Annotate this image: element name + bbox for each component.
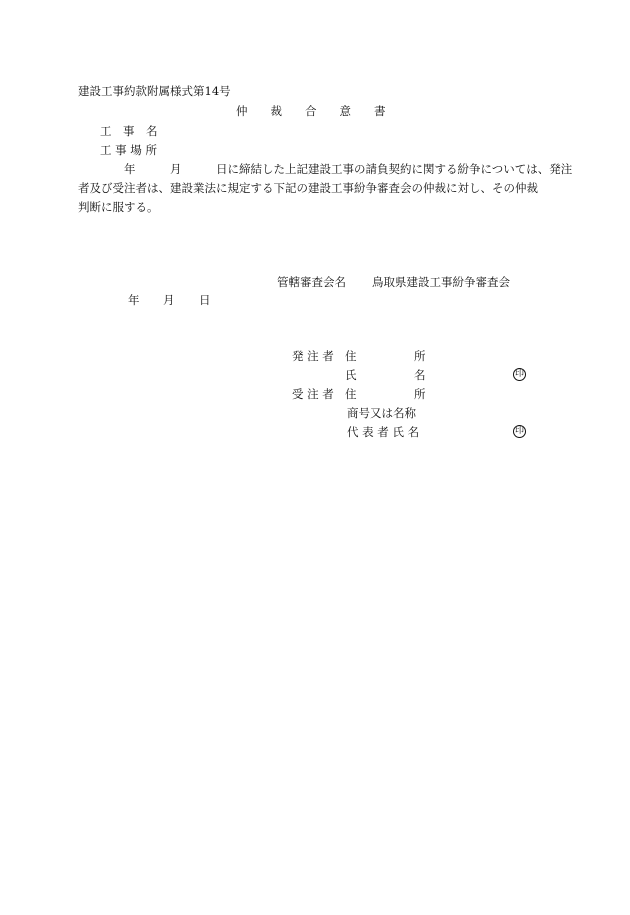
orderer-address-label: 住 所: [345, 349, 426, 363]
agreement-line: 年 月 日に締結した上記建設工事の請負契約に関する紛争については、発注: [78, 162, 573, 176]
project-name-label: 工 事 名: [100, 124, 158, 138]
contractor-address-label: 住 所: [345, 387, 426, 401]
orderer-name-label: 氏 名: [345, 368, 426, 382]
orderer-seal-icon: 印: [514, 369, 524, 379]
contractor-trade-name-label: 商号又は名称: [347, 406, 416, 420]
orderer-role-label: 発 注 者: [292, 349, 334, 363]
project-site-label: 工 事 場 所: [100, 143, 157, 157]
date-month-label: 月: [163, 293, 175, 307]
agreement-line: 者及び受注者は、建設業法に規定する下記の建設工事紛争審査会の仲裁に対し、その仲裁: [78, 181, 538, 195]
contractor-seal-icon: 印: [514, 426, 524, 436]
date-day-label: 日: [199, 293, 211, 307]
contractor-role-label: 受 注 者: [292, 387, 334, 401]
agreement-line: 判断に服する。: [78, 200, 159, 214]
contractor-representative-label: 代 表 者 氏 名: [347, 425, 420, 439]
tribunal-value: 鳥取県建設工事紛争審査会: [372, 275, 510, 289]
tribunal-label: 管轄審査会名: [277, 275, 346, 289]
form-number: 建設工事約款附属様式第14号: [78, 84, 231, 98]
document-title: 仲 裁 合 意 書: [236, 104, 386, 118]
date-year-label: 年: [128, 293, 140, 307]
